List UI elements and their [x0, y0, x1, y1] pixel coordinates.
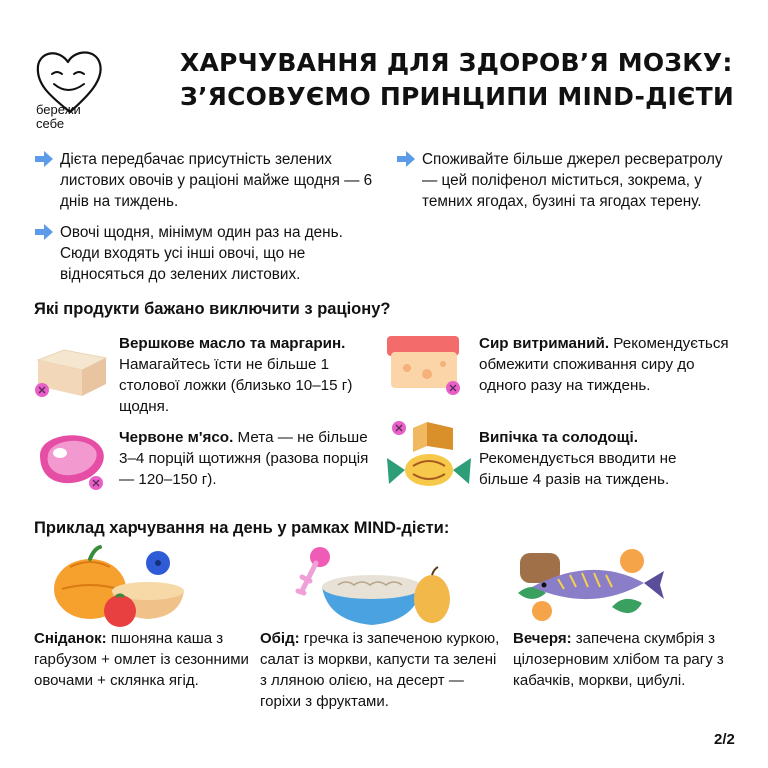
- sweets-icon: [383, 418, 473, 498]
- red-meat-icon: [30, 425, 110, 495]
- food-item-red-meat: [119, 427, 369, 490]
- food-item-name: Сир витриманий.: [479, 335, 610, 352]
- tip-item: [34, 222, 374, 285]
- meal-desc: пшоняна каша з гарбузом + омлет із сезонними овочами + склянка ягід.: [34, 630, 249, 689]
- lunch-buckwheat-chicken-icon: [282, 541, 472, 631]
- food-item-name: Випічка та солодощі.: [479, 429, 638, 446]
- breakfast-porridge-pumpkin-icon: [40, 541, 210, 631]
- arrow-right-icon: [34, 150, 54, 168]
- meal-lunch: [260, 628, 500, 712]
- food-item-desc: Намагайтесь їсти не більше 1 столової ложки (близько 10–15 г) щодня.: [119, 356, 353, 415]
- page-title: [180, 46, 750, 114]
- meal-name: Обід:: [260, 630, 300, 647]
- cheese-icon: [383, 330, 465, 398]
- title-line2: З’ЯСОВУЄМО ПРИНЦИПИ MIND-ДІЄТИ: [180, 82, 734, 111]
- title-line1: ХАРЧУВАННЯ ДЛЯ ЗДОРОВ’Я МОЗКУ:: [180, 48, 733, 77]
- food-item-desc: Рекомендується обмежити споживання сиру до одного разу на тиждень.: [479, 335, 729, 394]
- logo-text: [36, 103, 81, 131]
- arrow-right-icon: [34, 223, 54, 241]
- dinner-mackerel-icon: [512, 541, 672, 631]
- meal-breakfast: [34, 628, 249, 691]
- food-item-cheese: [479, 333, 729, 396]
- exclude-section-title: Які продукти бажано виключити з раціону?: [34, 300, 391, 318]
- arrow-right-icon: [396, 150, 416, 168]
- tip-text: Овочі щодня, мінімум один раз на день. Сюди входять усі інші овочі, що не відносяться до зелених листових.: [60, 224, 343, 283]
- tip-text: Дієта передбачає присутність зелених листових овочів у раціоні майже щодня — 6 днів на тиждень.: [60, 151, 373, 210]
- logo-text-line1: бережи: [36, 102, 81, 117]
- food-item-sweets: [479, 427, 729, 490]
- meal-name: Вечеря:: [513, 630, 572, 647]
- logo-text-line2: себе: [36, 116, 65, 131]
- food-item-name: Червоне м'ясо.: [119, 429, 234, 446]
- food-item-desc: Мета — не більше 3–4 порцій щотижня (разова порція — 120–150 г).: [119, 429, 369, 488]
- food-item-name: Вершкове масло та маргарин.: [119, 335, 346, 352]
- tip-text: Споживайте більше джерел ресвератролу — цей поліфенол міститься, зокрема, у темних ягодах, бузині та ягодах терену.: [422, 151, 723, 210]
- meal-dinner: [513, 628, 743, 691]
- page-number: 2/2: [714, 731, 735, 748]
- tip-item: [34, 149, 374, 212]
- meal-desc: гречка із запеченою куркою, салат із моркви, капусти та зелені з лляною олією, на десерт — горіхи з фруктами.: [260, 630, 500, 710]
- food-item-desc: Рекомендується вводити не більше 4 разів на тиждень.: [479, 450, 677, 488]
- tip-item: [396, 149, 736, 212]
- butter-icon: [30, 338, 110, 408]
- meal-desc: запечена скумбрія з цілозерновим хлібом та рагу з кабачків, моркви, цибулі.: [513, 630, 724, 689]
- food-item-butter: [119, 333, 369, 417]
- meal-name: Сніданок:: [34, 630, 107, 647]
- meals-section-title: Приклад харчування на день у рамках MIND-дієти:: [34, 519, 450, 537]
